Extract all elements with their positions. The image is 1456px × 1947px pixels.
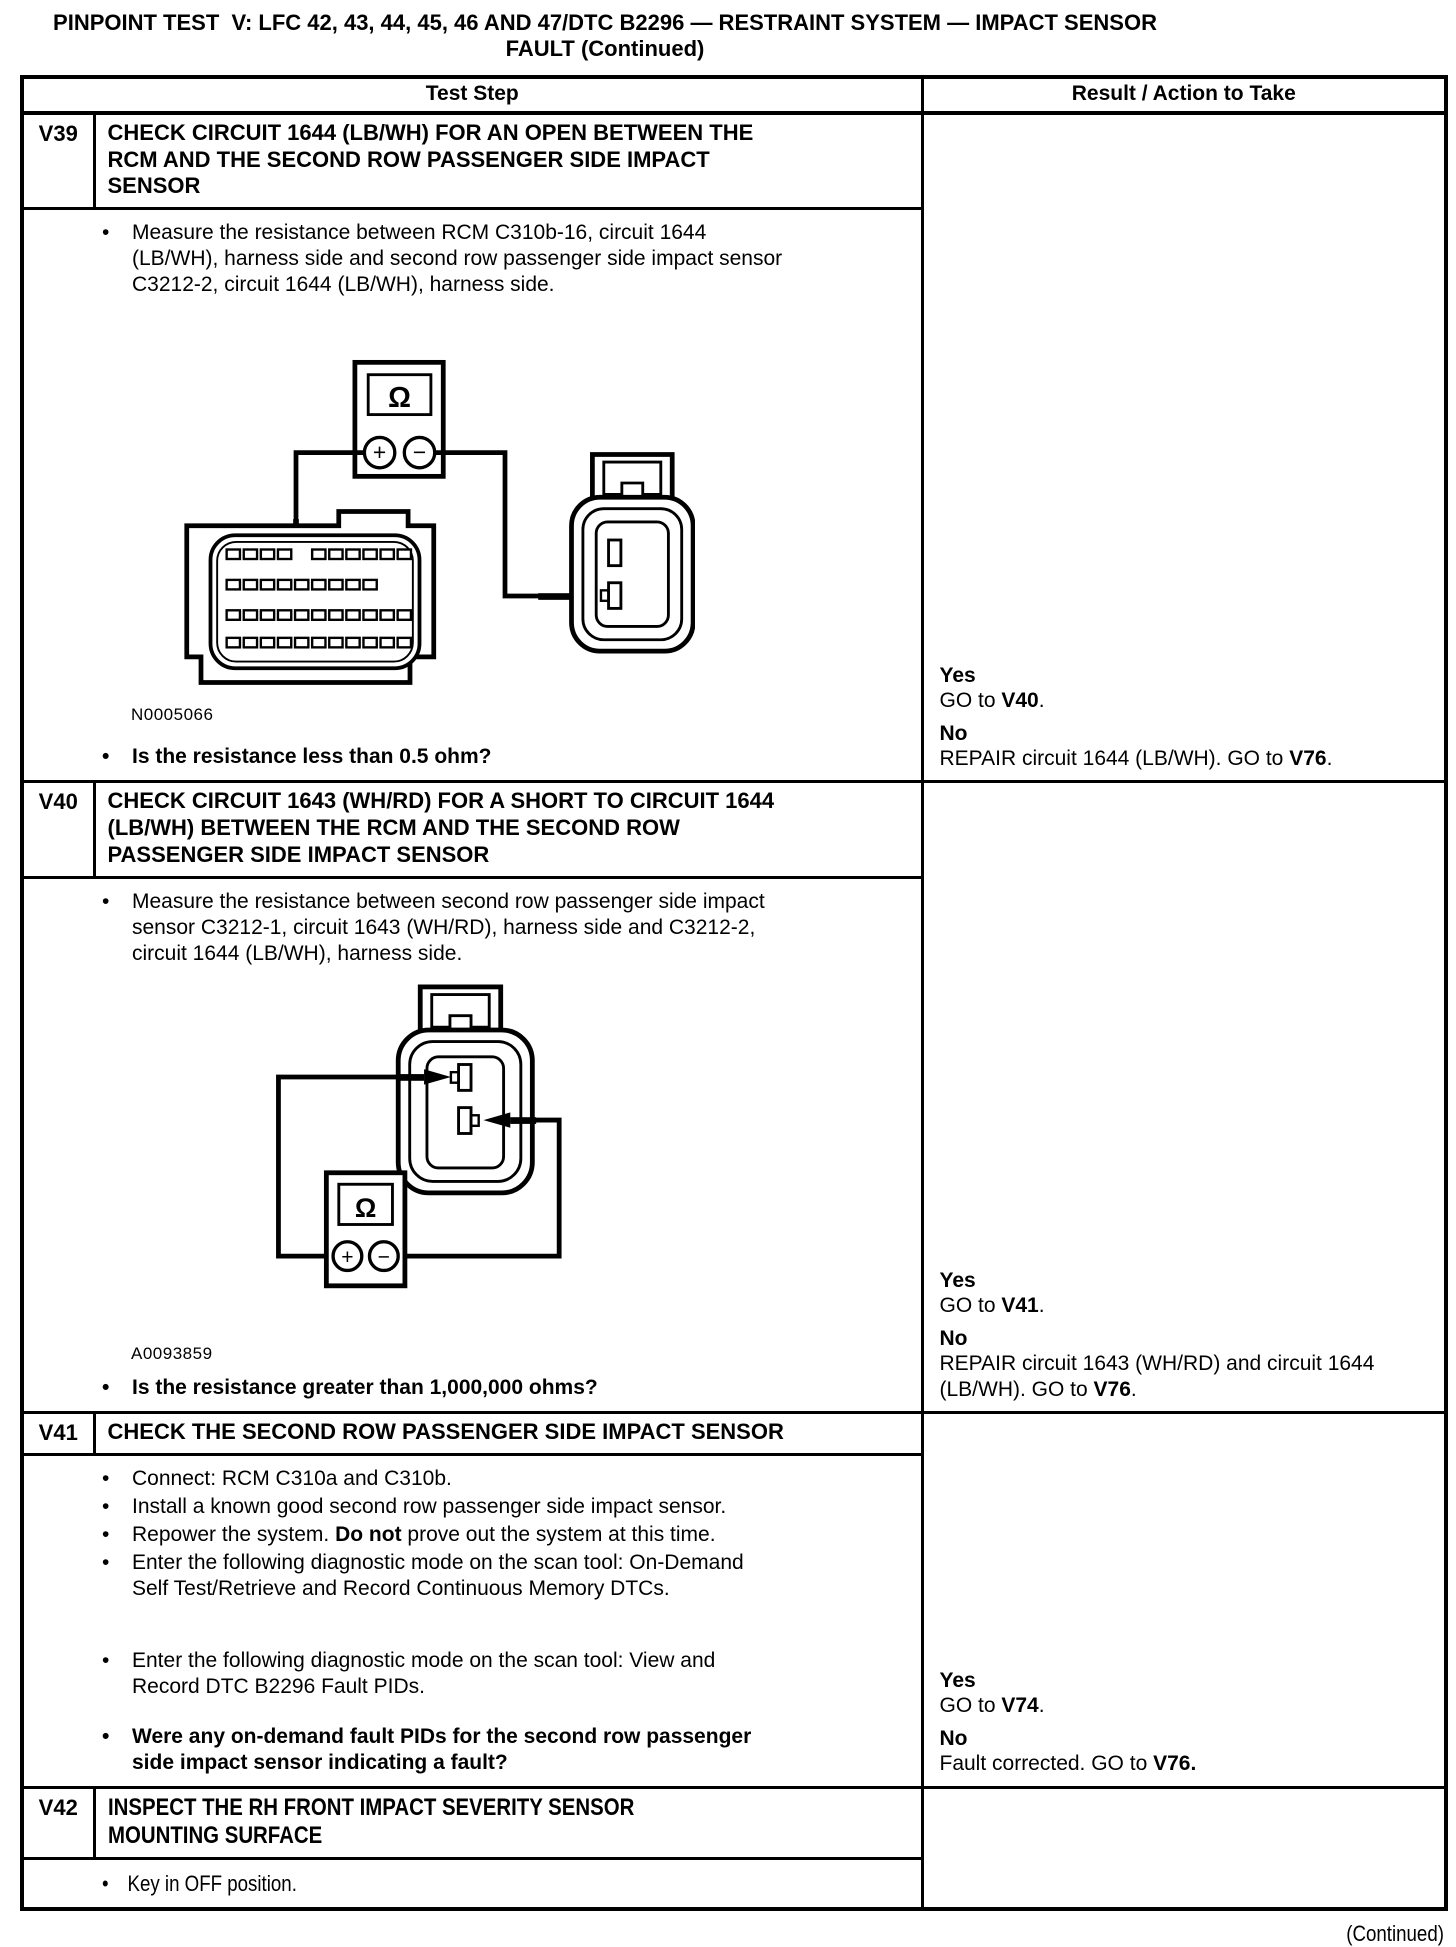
ohmmeter <box>326 1173 405 1286</box>
bullet-icon: • <box>102 1494 110 1518</box>
bullet-icon: • <box>102 889 110 913</box>
result-action <box>940 746 1400 771</box>
text-segment: Enter the following diagnostic mode on the scan tool: On-Demand Self Test/Retrieve and Record Continuous Memory DTCs. <box>132 1550 744 1600</box>
step-result-cell <box>922 782 1446 1412</box>
text-segment: Install a known good second row passenger side impact sensor. <box>132 1494 727 1518</box>
ohmmeter <box>355 363 443 477</box>
v40-circuit-figure <box>106 981 700 1331</box>
result-block <box>940 663 1431 713</box>
text-segment: . <box>1326 747 1333 771</box>
list-item <box>102 1494 911 1520</box>
bullet-icon: • <box>102 1550 110 1574</box>
text-segment: . <box>1130 1377 1137 1401</box>
result-answer: No <box>939 721 968 745</box>
text-segment: V40 <box>1001 688 1039 712</box>
procedure-list <box>36 1464 911 1700</box>
plus-glyph: + <box>341 1245 354 1269</box>
ohm-symbol-icon: Ω <box>354 1192 377 1223</box>
text-segment: Key in OFF position. <box>127 1871 297 1897</box>
minus-glyph: − <box>412 439 427 466</box>
pinpoint-test-table <box>20 75 1448 1912</box>
bullet-icon: • <box>102 1466 110 1490</box>
result-block <box>940 721 1431 771</box>
step-title-cell <box>94 782 922 877</box>
v39-circuit-figure <box>106 312 695 692</box>
step-title: CHECK THE SECOND ROW PASSENGER SIDE IMPACT SENSOR <box>107 1418 784 1444</box>
step-id: V41 <box>22 1412 94 1454</box>
text-segment: V76 <box>1289 747 1327 771</box>
list-item <box>102 1724 911 1776</box>
table-header-row <box>22 77 1446 113</box>
text-segment: V76 <box>1093 1377 1131 1401</box>
list-item <box>102 1550 911 1602</box>
list-item <box>102 1375 911 1401</box>
text-segment: prove out the system at this time. <box>401 1522 716 1546</box>
bullet-text <box>132 1466 452 1492</box>
result-action <box>940 688 1400 713</box>
result-answer: No <box>939 1327 968 1351</box>
bullet-icon: • <box>102 1724 110 1748</box>
result-action <box>940 1693 1400 1718</box>
result-block <box>940 1668 1431 1718</box>
bullet-text <box>132 744 491 770</box>
bullet-icon: • <box>102 221 110 245</box>
text-segment: GO to <box>939 1294 1002 1317</box>
step-id: V39 <box>22 113 94 209</box>
step-procedure-cell <box>22 209 922 782</box>
step-header-row-v41 <box>22 1412 1446 1454</box>
text-segment: REPAIR circuit 1644 (LB/WH). GO to <box>939 747 1290 771</box>
bullet-text <box>128 1870 297 1897</box>
text-segment: Were any on-demand fault PIDs for the second row passenger side impact sensor indicating a fault? <box>132 1724 752 1774</box>
step-result-cell <box>922 1787 1446 1909</box>
bullet-icon: • <box>102 1522 110 1546</box>
page-title: PINPOINT TEST V: LFC 42, 43, 44, 45, 46 AND 47/DTC B2296 — RESTRAINT SYSTEM — IMPACT SENSOR FAULT (Continued) <box>53 10 1164 62</box>
result-block <box>940 1268 1431 1318</box>
result-answer: No <box>939 1727 968 1751</box>
result-answer: Yes <box>939 663 976 687</box>
bullet-text <box>132 1375 598 1401</box>
result-answer: Yes <box>939 1668 976 1692</box>
list-item <box>102 744 911 770</box>
text-segment: Is the resistance greater than 1,000,000 ohms? <box>132 1375 598 1399</box>
bullet-text <box>132 1522 716 1548</box>
continued-note <box>0 1921 1444 1947</box>
text-segment: Measure the resistance between RCM C310b-16, circuit 1644 (LB/WH), harness side and second row passenger side impact sensor C3212-2, circuit 1644 (LB/WH), harness side. <box>132 221 783 297</box>
pinpoint-table-body <box>22 113 1446 1910</box>
result-action <box>940 1351 1400 1401</box>
text-segment: . <box>1038 1294 1045 1317</box>
plus-glyph: + <box>372 439 387 466</box>
column-header-test-step: Test Step <box>22 77 922 113</box>
text-segment: V76. <box>1153 1752 1197 1776</box>
service-manual-page <box>0 10 1456 1947</box>
procedure-list <box>36 218 911 298</box>
text-segment: Repower the system. <box>132 1522 336 1546</box>
sensor-connector-c3212 <box>572 455 694 652</box>
text-segment: GO to <box>939 1694 1002 1718</box>
list-item <box>102 889 911 967</box>
probe-shaft <box>510 1117 536 1124</box>
figure-label: A0093859 <box>131 1343 213 1363</box>
step-title: CHECK CIRCUIT 1644 (LB/WH) FOR AN OPEN BETWEEN THE RCM AND THE SECOND ROW PASSENGER SIDE IMPACT SENSOR <box>107 119 754 199</box>
step-header-row-v40 <box>22 782 1446 877</box>
step-result-cell <box>922 1412 1446 1787</box>
text-segment: GO to <box>939 688 1002 712</box>
result-block <box>940 1726 1431 1776</box>
text-segment: Do not <box>335 1522 402 1546</box>
bullet-icon: • <box>102 1375 110 1399</box>
minus-glyph: − <box>377 1245 390 1269</box>
continued-note-text: (Continued) <box>1346 1921 1444 1947</box>
step-title-cell <box>94 113 922 209</box>
figure-label: N0005066 <box>131 705 214 725</box>
bullet-text <box>132 1494 726 1520</box>
step-title: INSPECT THE RH FRONT IMPACT SEVERITY SENSOR MOUNTING SURFACE <box>107 1793 634 1849</box>
bullet-text <box>132 1724 784 1776</box>
step-title-cell <box>94 1787 922 1859</box>
step-header-row-v42 <box>22 1787 1446 1859</box>
step-procedure-cell <box>22 1454 922 1787</box>
sensor-connector-c3212 <box>398 987 532 1193</box>
text-segment: REPAIR circuit 1643 (WH/RD) and circuit 1644 (LB/WH). GO to <box>939 1352 1375 1401</box>
text-segment: Fault corrected. GO to <box>939 1752 1154 1776</box>
text-segment: Connect: RCM C310a and C310b. <box>132 1466 452 1490</box>
result-action <box>940 1751 1400 1776</box>
result-answer: Yes <box>939 1268 976 1292</box>
question-wrap <box>36 1722 911 1776</box>
step-result-cell <box>922 113 1446 782</box>
list-item <box>102 220 911 298</box>
bullet-icon: • <box>102 1871 109 1897</box>
text-segment: V74 <box>1001 1694 1039 1718</box>
result-action <box>940 1293 1400 1318</box>
step-procedure-cell <box>22 1859 922 1910</box>
text-segment: . <box>1038 688 1045 712</box>
result-block <box>940 1326 1431 1402</box>
text-segment: Is the resistance less than 0.5 ohm? <box>132 745 492 769</box>
step-title-cell <box>94 1412 922 1454</box>
bullet-icon: • <box>102 1648 110 1672</box>
procedure-list <box>36 1868 911 1897</box>
step-id: V40 <box>22 782 94 877</box>
step-title: CHECK CIRCUIT 1643 (WH/RD) FOR A SHORT TO CIRCUIT 1644 (LB/WH) BETWEEN THE RCM AND THE SECOND ROW PASSENGER SIDE IMPACT SENSOR <box>107 788 775 867</box>
list-item <box>102 1870 697 1897</box>
bullet-text <box>132 1550 784 1602</box>
bullet-text <box>132 1648 784 1700</box>
column-header-result: Result / Action to Take <box>922 77 1446 113</box>
text-segment: Measure the resistance between second row passenger side impact sensor C3212-1, circuit 1643 (WH/RD), harness side and C3212-2, circuit 1644 (LB/WH), harness side. <box>132 889 765 965</box>
text-segment: V41 <box>1001 1294 1039 1317</box>
list-item <box>102 1466 911 1492</box>
probe-shaft <box>398 1074 424 1081</box>
bullet-text <box>132 889 784 967</box>
text-segment: Enter the following diagnostic mode on the scan tool: View and Record DTC B2296 Fault PIDs. <box>132 1648 716 1698</box>
procedure-list <box>36 887 911 967</box>
probe-shaft <box>538 594 569 601</box>
rcm-connector-c310b <box>187 512 434 683</box>
step-procedure-cell <box>22 877 922 1412</box>
text-segment: . <box>1038 1694 1045 1718</box>
list-item <box>102 1648 911 1700</box>
ohm-symbol-icon: Ω <box>388 382 411 415</box>
list-item <box>102 1522 911 1548</box>
negative-lead-wire <box>435 453 570 596</box>
step-id: V42 <box>22 1787 94 1859</box>
sensor-connector-body <box>572 498 694 652</box>
step-header-row-v39 <box>22 113 1446 209</box>
figure-a0093859 <box>106 981 911 1364</box>
bullet-icon: • <box>102 745 110 769</box>
figure-n0005066 <box>106 312 911 725</box>
question-wrap <box>36 1373 911 1401</box>
question-wrap <box>36 742 911 770</box>
bullet-text <box>132 220 784 298</box>
